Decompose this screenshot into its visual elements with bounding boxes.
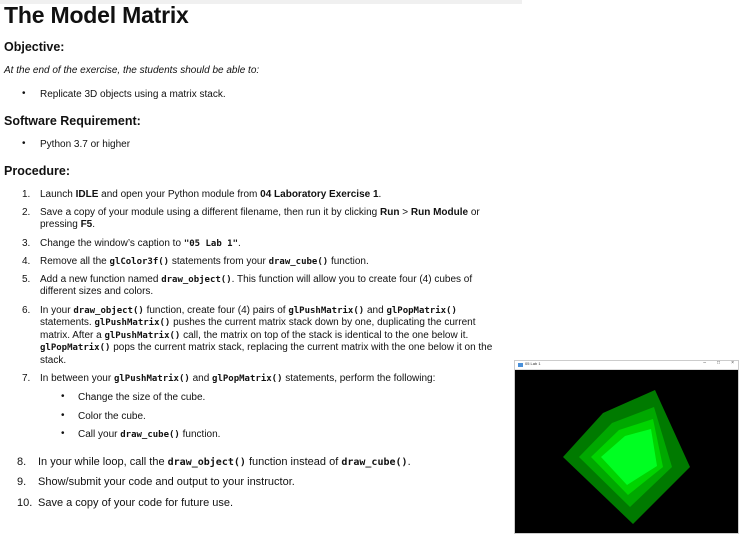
step-number: 1. [22,189,31,200]
window-titlebar[interactable] [515,361,738,370]
objective-intro: At the end of the exercise, the students should be able to: [4,65,260,76]
bullet-icon: • [61,428,65,439]
maximize-icon[interactable]: □ [716,360,720,366]
app-icon [518,363,523,367]
page-title: The Model Matrix [4,2,189,28]
step-7-sub-1: Change the size of the cube. [78,392,206,403]
software-item: Python 3.7 or higher [40,139,131,150]
step-number: 8. [17,456,27,468]
minimize-icon[interactable]: – [703,360,706,366]
step-9: Show/submit your code and output to your instructor. [38,476,295,488]
bullet-icon: • [61,391,65,402]
bullet-icon: • [61,410,65,421]
step-5: Add a new function named draw_object(). This function will allow you to create four (4) cubes of different sizes and colors. [40,274,473,298]
step-number: 4. [22,256,31,267]
step-1: Launch IDLE and open your Python module from 04 Laboratory Exercise 1. [40,189,382,200]
bullet-icon: • [22,138,26,149]
step-7-sub-2: Color the cube. [78,411,146,422]
step-6: In your draw_object() function, create four (4) pairs of glPushMatrix() and glPopMatrix() statements. glPushMatrix() pushes the current matrix stack down by one, duplicating the current matrix. After a glPushMatrix() call, the matrix on top of the stack is identical to the one below it. glPopMatrix() pops the current matrix stack, replacing the current matrix with the one below it on the stack. [40,305,493,366]
step-number: 2. [22,207,31,218]
step-4: Remove all the glColor3f() statements from your draw_cube() function. [40,256,369,267]
step-8: In your while loop, call the draw_object() function instead of draw_cube(). [38,456,411,468]
step-number: 7. [22,373,31,384]
procedure-heading: Procedure: [4,164,70,178]
step-7: In between your glPushMatrix() and glPopMatrix() statements, perform the following: [40,373,436,384]
step-3: Change the window’s caption to "05 Lab 1". [40,238,241,249]
step-7-sub-3: Call your draw_cube() function. [78,429,221,440]
step-number: 3. [22,238,31,249]
step-number: 5. [22,274,31,285]
close-icon[interactable]: × [731,360,734,366]
render-canvas [517,371,738,533]
output-window [514,360,739,534]
step-number: 6. [22,305,31,316]
objective-item: Replicate 3D objects using a matrix stack. [40,89,226,100]
step-10: Save a copy of your code for future use. [38,497,234,509]
objective-heading: Objective: [4,40,65,54]
step-2: Save a copy of your module using a different filename, then run it by clicking Run > Run Module or pressing F5. [40,207,480,231]
step-number: 9. [17,476,27,488]
bullet-icon: • [22,88,26,99]
software-heading: Software Requirement: [4,114,141,128]
window-caption: 05 Lab 1 [525,361,541,366]
step-number: 10. [17,497,33,509]
